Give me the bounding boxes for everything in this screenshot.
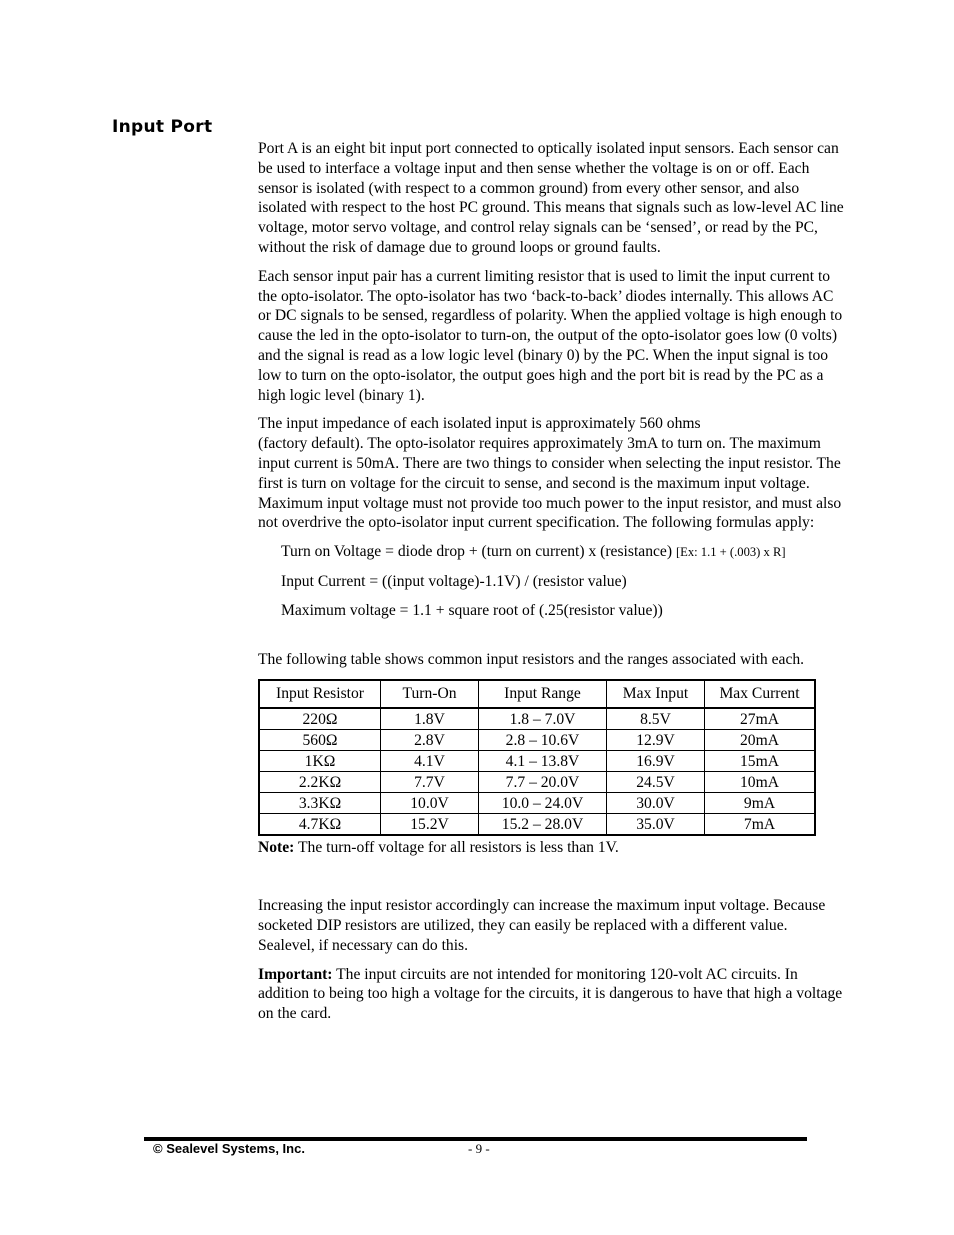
table-cell: 2.8 – 10.6V	[479, 730, 607, 751]
paragraph-port-a: Port A is an eight bit input port connected to optically isolated input sensors. Each sensor can be used to interface a voltage input and then sense whether the voltage is on or off. Each sensor is isolated (with respect to a common ground) from every other sensor, and also isolated with respect to the host PC ground. This means that signals such as low-level AC line voltage, motor servo voltage, and control relay signals can be ‘sensed’, or read by the PC, without the risk of damage due to ground loops or ground faults.	[258, 140, 844, 256]
table-cell: 27mA	[705, 708, 816, 730]
section-heading: Input Port	[112, 117, 213, 137]
note-label: Note:	[258, 839, 295, 857]
table-row	[259, 793, 815, 814]
table-cell: 10.0V	[381, 793, 479, 814]
resistor-table	[258, 679, 816, 836]
column-header: Turn-On	[381, 680, 479, 708]
column-header: Input Resistor	[259, 680, 381, 708]
table-row	[259, 751, 815, 772]
table-cell: 1KΩ	[259, 751, 381, 772]
impedance-line-rest: (factory default). The opto-isolator requires approximately 3mA to turn on. The maximum input current is 50mA. There are two things to consider when selecting the input resistor. The first is turn on voltage for the circuit to sense, and second is the maximum input voltage. Maximum input voltage must not provide too much power to the input resistor, and must also not overdrive the opto-isolator input current specification. The following formulas apply:	[258, 435, 842, 532]
body-text	[258, 139, 846, 1033]
table-cell: 10mA	[705, 772, 816, 793]
formula-input-current: Input Current = ((input voltage)-1.1V) / (resistor value)	[281, 572, 627, 590]
column-header: Max Input	[607, 680, 705, 708]
table-cell: 7.7 – 20.0V	[479, 772, 607, 793]
table-cell: 9mA	[705, 793, 816, 814]
paragraph-sensor-pair: Each sensor input pair has a current limiting resistor that is used to limit the input current to the opto-isolator. The opto-isolator has two ‘back-to-back’ diodes internally. This allows AC or DC signals to be sensed, regardless of polarity. When the applied voltage is high enough to cause the led in the opto-isolator to turn-on, the output of the opto-isolator goes low (0 volts) and the signal is read as a low logic level (binary 0) by the PC. When the input signal is too low to turn on the opto-isolator, the output goes high and the port bit is read by the PC as a high logic level (binary 1).	[258, 267, 843, 404]
table-cell: 220Ω	[259, 708, 381, 730]
paragraph-increasing-resistor: Increasing the input resistor accordingly can increase the maximum input voltage. Because socketed DIP resistors are utilized, they can easily be replaced with a different value. Sealevel, if necessary can do this.	[258, 897, 826, 954]
table-cell: 15mA	[705, 751, 816, 772]
table-cell: 3.3KΩ	[259, 793, 381, 814]
formula-turn-on-example: [Ex: 1.1 + (.003) x R]	[675, 545, 786, 560]
table-cell: 2.2KΩ	[259, 772, 381, 793]
table-cell: 2.8V	[381, 730, 479, 751]
table-cell: 24.5V	[607, 772, 705, 793]
table-row	[259, 814, 815, 836]
table-cell: 15.2 – 28.0V	[479, 814, 607, 836]
table-cell: 15.2V	[381, 814, 479, 836]
table-cell: 10.0 – 24.0V	[479, 793, 607, 814]
table-cell: 12.9V	[607, 730, 705, 751]
paragraph-table-intro: The following table shows common input resistors and the ranges associated with each.	[258, 650, 805, 668]
important-text: The input circuits are not intended for monitoring 120-volt AC circuits. In addition to being too high a voltage for the circuits, it is dangerous to have that high a voltage on the card.	[258, 965, 843, 1023]
table-cell: 4.7KΩ	[259, 814, 381, 836]
table-cell: 7mA	[705, 814, 816, 836]
table-cell: 1.8V	[381, 708, 479, 730]
paragraph-impedance	[258, 414, 846, 533]
formula-turn-on-text: Turn on Voltage = diode drop + (turn on current) x (resistance)	[281, 543, 673, 561]
column-header: Input Range	[479, 680, 607, 708]
table-row	[259, 708, 815, 730]
impedance-line-1: The input impedance of each isolated input is approximately 560 ohms	[258, 415, 701, 433]
formula-maximum-voltage: Maximum voltage = 1.1 + square root of (.25(resistor value))	[281, 601, 663, 619]
column-header: Max Current	[705, 680, 816, 708]
table-header-row	[259, 680, 815, 708]
table-cell: 4.1V	[381, 751, 479, 772]
note-text: The turn-off voltage for all resistors is less than 1V.	[294, 839, 619, 857]
table-cell: 20mA	[705, 730, 816, 751]
important-label: Important:	[258, 965, 333, 983]
table-row	[259, 730, 815, 751]
table-cell: 560Ω	[259, 730, 381, 751]
table-cell: 30.0V	[607, 793, 705, 814]
table-note	[258, 838, 846, 858]
table-cell: 16.9V	[607, 751, 705, 772]
table-cell: 7.7V	[381, 772, 479, 793]
paragraph-important	[258, 965, 846, 1024]
footer-copyright: © Sealevel Systems, Inc.	[153, 1141, 305, 1156]
formula-turn-on-voltage	[281, 542, 846, 563]
table-cell: 1.8 – 7.0V	[479, 708, 607, 730]
table-cell: 35.0V	[607, 814, 705, 836]
table-cell: 8.5V	[607, 708, 705, 730]
table-row	[259, 772, 815, 793]
table-cell: 4.1 – 13.8V	[479, 751, 607, 772]
page-number: - 9 -	[468, 1141, 490, 1156]
